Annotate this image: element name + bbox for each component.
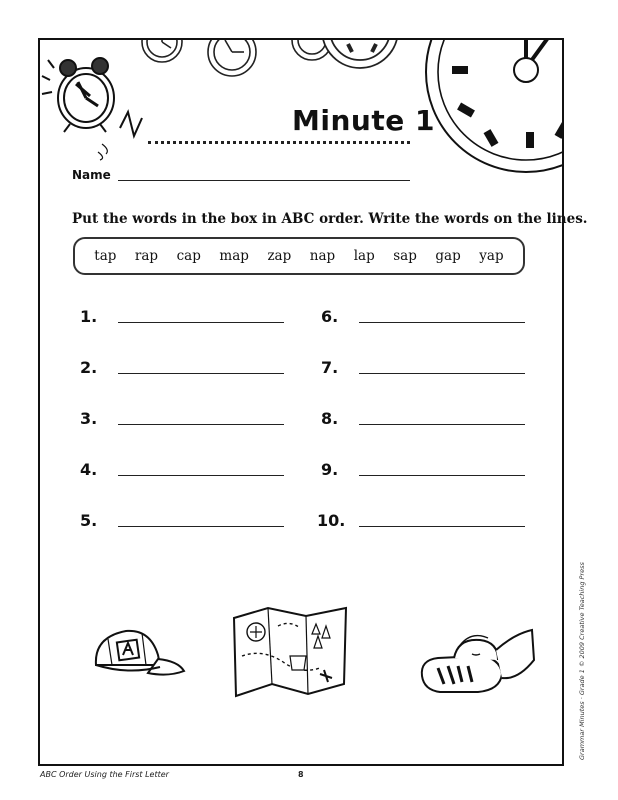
instructions-text: Put the words in the box in ABC order. Write the words on the lines. — [72, 211, 588, 227]
answer-line[interactable] — [359, 322, 525, 323]
word-box-item: tap — [94, 248, 117, 264]
answer-number: 1. — [80, 307, 98, 326]
answer-number: 8. — [321, 409, 339, 428]
copyright-credit: Grammar Minutes · Grade 1 © 2009 Creative Teaching Press — [578, 562, 586, 760]
answer-line[interactable] — [118, 373, 284, 374]
answer-number: 9. — [321, 460, 339, 479]
name-write-line[interactable] — [118, 180, 410, 181]
small-clock-icon — [208, 40, 256, 76]
page-title: Minute 1 — [292, 104, 435, 137]
treasure-map-icon — [228, 604, 354, 700]
answer-line[interactable] — [359, 424, 525, 425]
name-label: Name — [72, 168, 111, 182]
answer-number: 2. — [80, 358, 98, 377]
small-clock-icon — [142, 40, 182, 62]
answer-number: 7. — [321, 358, 339, 377]
answer-row-4 — [80, 460, 284, 479]
answer-row-10 — [317, 511, 525, 530]
answer-number: 3. — [80, 409, 98, 428]
baseball-cap-icon — [88, 625, 188, 685]
sleeping-child-icon — [418, 620, 536, 700]
answer-number: 6. — [321, 307, 339, 326]
worksheet-frame — [38, 38, 564, 766]
answer-number: 4. — [80, 460, 98, 479]
answer-row-6 — [321, 307, 525, 326]
answer-row-8 — [321, 409, 525, 428]
word-box-item: map — [219, 248, 249, 264]
word-box-item: yap — [479, 248, 504, 264]
page-number: 8 — [298, 770, 304, 779]
answer-number: 5. — [80, 511, 98, 530]
word-box-item: cap — [176, 248, 201, 264]
word-box-item: sap — [393, 248, 417, 264]
answer-line[interactable] — [118, 475, 284, 476]
word-box-item: lap — [353, 248, 375, 264]
answer-row-9 — [321, 460, 525, 479]
word-box-item: rap — [134, 248, 159, 264]
answer-line[interactable] — [118, 526, 284, 527]
alarm-clock-icon — [42, 58, 142, 160]
medium-clock-icon — [322, 40, 398, 68]
word-box-item: gap — [435, 248, 461, 264]
large-clock-icon — [426, 40, 564, 172]
answer-line[interactable] — [118, 322, 284, 323]
word-box-item: zap — [267, 248, 292, 264]
answer-row-3 — [80, 409, 284, 428]
answer-line[interactable] — [118, 424, 284, 425]
answer-row-2 — [80, 358, 284, 377]
word-box — [73, 237, 525, 275]
answer-row-1 — [80, 307, 284, 326]
answer-line[interactable] — [359, 526, 525, 527]
answer-row-7 — [321, 358, 525, 377]
title-dotted-divider — [148, 141, 410, 144]
footer-topic: ABC Order Using the First Letter — [40, 770, 169, 779]
answer-row-5 — [80, 511, 284, 530]
answer-line[interactable] — [359, 475, 525, 476]
answer-number: 10. — [317, 511, 346, 530]
word-box-item: nap — [309, 248, 336, 264]
answer-line[interactable] — [359, 373, 525, 374]
